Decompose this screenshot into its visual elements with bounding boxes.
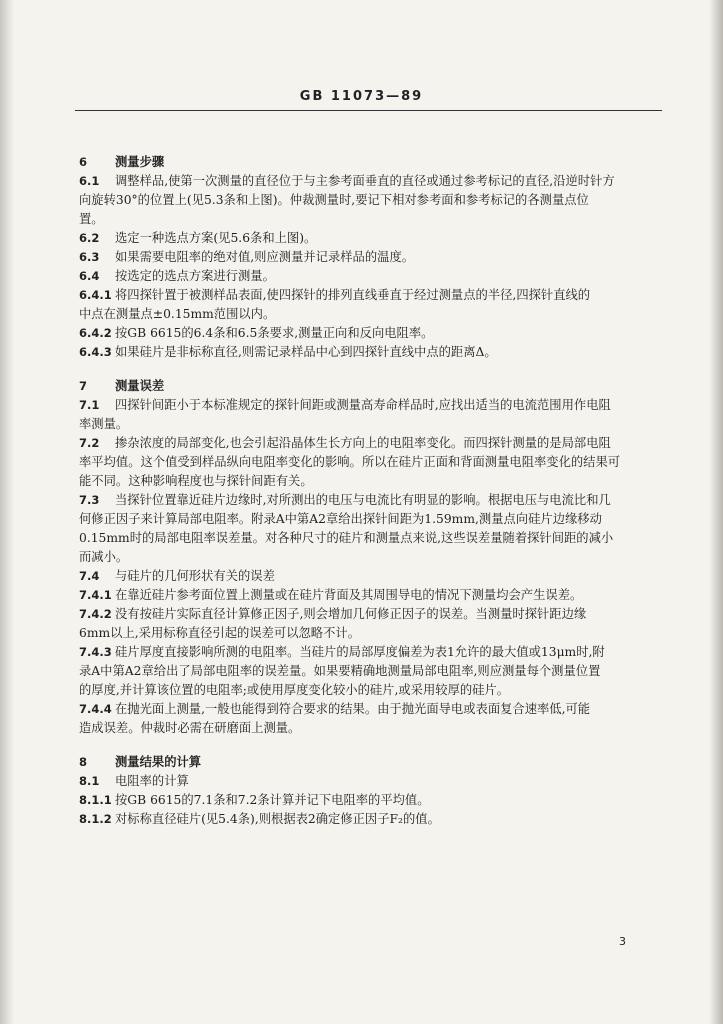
text-line	[79, 772, 661, 791]
text-line	[79, 172, 661, 191]
clause-number: 6.4	[79, 269, 100, 283]
line-text: 电阻率的计算	[115, 774, 189, 788]
line-text: 测量步骤	[115, 155, 165, 169]
text-line	[79, 324, 661, 343]
clause-number: 6.4.3	[79, 345, 112, 359]
line-text: 0.15mm时的局部电阻率误差量。对各种尺寸的硅片和测量点来说,这些误差量随着探针间距的减小	[79, 531, 614, 545]
text-line	[79, 719, 661, 738]
line-text: 率平均值。这个值受到样品纵向电阻率变化的影响。所以在硅片正面和背面测量电阻率变化的结果可	[79, 455, 621, 469]
line-text: 造成误差。仲裁时必需在研磨面上测量。	[79, 721, 301, 735]
scan-shadow-right	[709, 0, 723, 1024]
line-text: 的厚度,并计算该位置的电阻率;或使用厚度变化较小的硅片,或采用较厚的硅片。	[79, 683, 510, 697]
line-text: 与硅片的几何形状有关的误差	[115, 569, 275, 583]
line-text: 按选定的选点方案进行测量。	[115, 269, 275, 283]
clause-number: 6.1	[79, 174, 100, 188]
section-heading	[79, 377, 661, 396]
clause-number: 7.4.4	[79, 702, 112, 716]
line-text: 如果硅片是非标称直径,则需记录样品中心到四探针直线中点的距离Δ。	[115, 345, 497, 359]
text-line	[79, 529, 661, 548]
line-text: 当探针位置靠近硅片边缘时,对所测出的电压与电流比有明显的影响。根据电压与电流比和几	[115, 493, 611, 507]
clause-number: 8.1.1	[79, 793, 112, 807]
line-text: 率测量。	[79, 417, 129, 431]
text-line	[79, 434, 661, 453]
text-line	[79, 191, 661, 210]
section-heading	[79, 153, 661, 172]
text-line	[79, 453, 661, 472]
line-text: 对标称直径硅片(见5.4条),则根据表2确定修正因子F₂的值。	[115, 812, 440, 826]
text-line	[79, 700, 661, 719]
text-line	[79, 681, 661, 700]
line-text: 置。	[79, 212, 104, 226]
text-line	[79, 396, 661, 415]
line-text: 如果需要电阻率的绝对值,则应测量并记录样品的温度。	[115, 250, 415, 264]
text-line	[79, 491, 661, 510]
line-text: 调整样品,使第一次测量的直径位于与主参考面垂直的直径或通过参考标记的直径,沿逆时针方	[115, 174, 615, 188]
clause-number: 8.1.2	[79, 812, 112, 826]
text-line	[79, 624, 661, 643]
line-text: 按GB 6615的6.4条和6.5条要求,测量正向和反向电阻率。	[115, 326, 434, 340]
line-text: 6mm以上,采用标称直径引起的误差可以忽略不计。	[79, 626, 360, 640]
text-line	[79, 229, 661, 248]
line-text: 没有按硅片实际直径计算修正因子,则会增加几何修正因子的误差。当测量时探针距边缘	[115, 607, 587, 621]
line-text: 在抛光面上测量,一般也能得到符合要求的结果。由于抛光面导电或表面复合速率低,可能	[115, 702, 591, 716]
body-text	[79, 138, 661, 829]
line-text: 能不同。这种影响程度也与探针间距有关。	[79, 474, 313, 488]
text-line	[79, 643, 661, 662]
line-text: 录A中第A2章给出了局部电阻率的误差量。如果要精确地测量局部电阻率,则应测量每个测量位置	[79, 664, 601, 678]
line-text: 按GB 6615的7.1条和7.2条计算并记下电阻率的平均值。	[115, 793, 430, 807]
line-text: 将四探针置于被测样品表面,使四探针的排列直线垂直于经过测量点的半径,四探针直线的	[115, 288, 591, 302]
line-text: 在靠近硅片参考面位置上测量或在硅片背面及其周围导电的情况下测量均会产生误差。	[115, 588, 583, 602]
line-text: 硅片厚度直接影响所测的电阻率。当硅片的局部厚度偏差为表1允许的最大值或13μm时,附	[115, 645, 605, 659]
text-line	[79, 248, 661, 267]
text-line	[79, 343, 661, 362]
text-line	[79, 415, 661, 434]
clause-number: 7.4.2	[79, 607, 112, 621]
text-line	[79, 510, 661, 529]
line-text: 而减小。	[79, 550, 129, 564]
clause-number: 6.4.2	[79, 326, 112, 340]
clause-number: 7	[79, 379, 88, 393]
clause-number: 6.2	[79, 231, 100, 245]
clause-number: 6	[79, 155, 88, 169]
text-line	[79, 548, 661, 567]
section-heading	[79, 753, 661, 772]
header-rule	[75, 110, 662, 111]
clause-number: 7.4.3	[79, 645, 112, 659]
line-text: 何修正因子来计算局部电阻率。附录A中第A2章给出探针间距为1.59mm,测量点向硅片边缘移动	[79, 512, 602, 526]
line-text: 向旋转30°的位置上(见5.3条和上图)。仲裁测量时,要记下相对参考面和参考标记的各测量点位	[79, 193, 589, 207]
clause-number: 7.4.1	[79, 588, 112, 602]
scan-shadow-left	[0, 0, 14, 1024]
clause-number: 7.2	[79, 436, 100, 450]
clause-number: 8	[79, 755, 88, 769]
text-line	[79, 810, 661, 829]
text-line	[79, 605, 661, 624]
text-line	[79, 210, 661, 229]
line-text: 掺杂浓度的局部变化,也会引起沿晶体生长方向上的电阻率变化。而四探针测量的是局部电阻	[115, 436, 611, 450]
clause-number: 7.1	[79, 398, 100, 412]
line-text: 四探针间距小于本标准规定的探针间距或测量高寿命样品时,应找出适当的电流范围用作电阻	[115, 398, 611, 412]
text-line	[79, 662, 661, 681]
text-line	[79, 267, 661, 286]
text-line	[79, 791, 661, 810]
clause-number: 8.1	[79, 774, 100, 788]
text-line	[79, 586, 661, 605]
text-line	[79, 472, 661, 491]
line-text: 测量结果的计算	[115, 755, 202, 769]
page-number: 3	[619, 935, 626, 948]
standard-header: GB 11073—89	[299, 89, 424, 104]
text-line	[79, 286, 661, 305]
clause-number: 7.4	[79, 569, 100, 583]
text-line	[79, 567, 661, 586]
line-text: 测量误差	[115, 379, 165, 393]
line-text: 选定一种选点方案(见5.6条和上图)。	[115, 231, 317, 245]
text-line	[79, 305, 661, 324]
line-text: 中点在测量点±0.15mm范围以内。	[79, 307, 276, 321]
clause-number: 6.4.1	[79, 288, 112, 302]
clause-number: 6.3	[79, 250, 100, 264]
clause-number: 7.3	[79, 493, 100, 507]
